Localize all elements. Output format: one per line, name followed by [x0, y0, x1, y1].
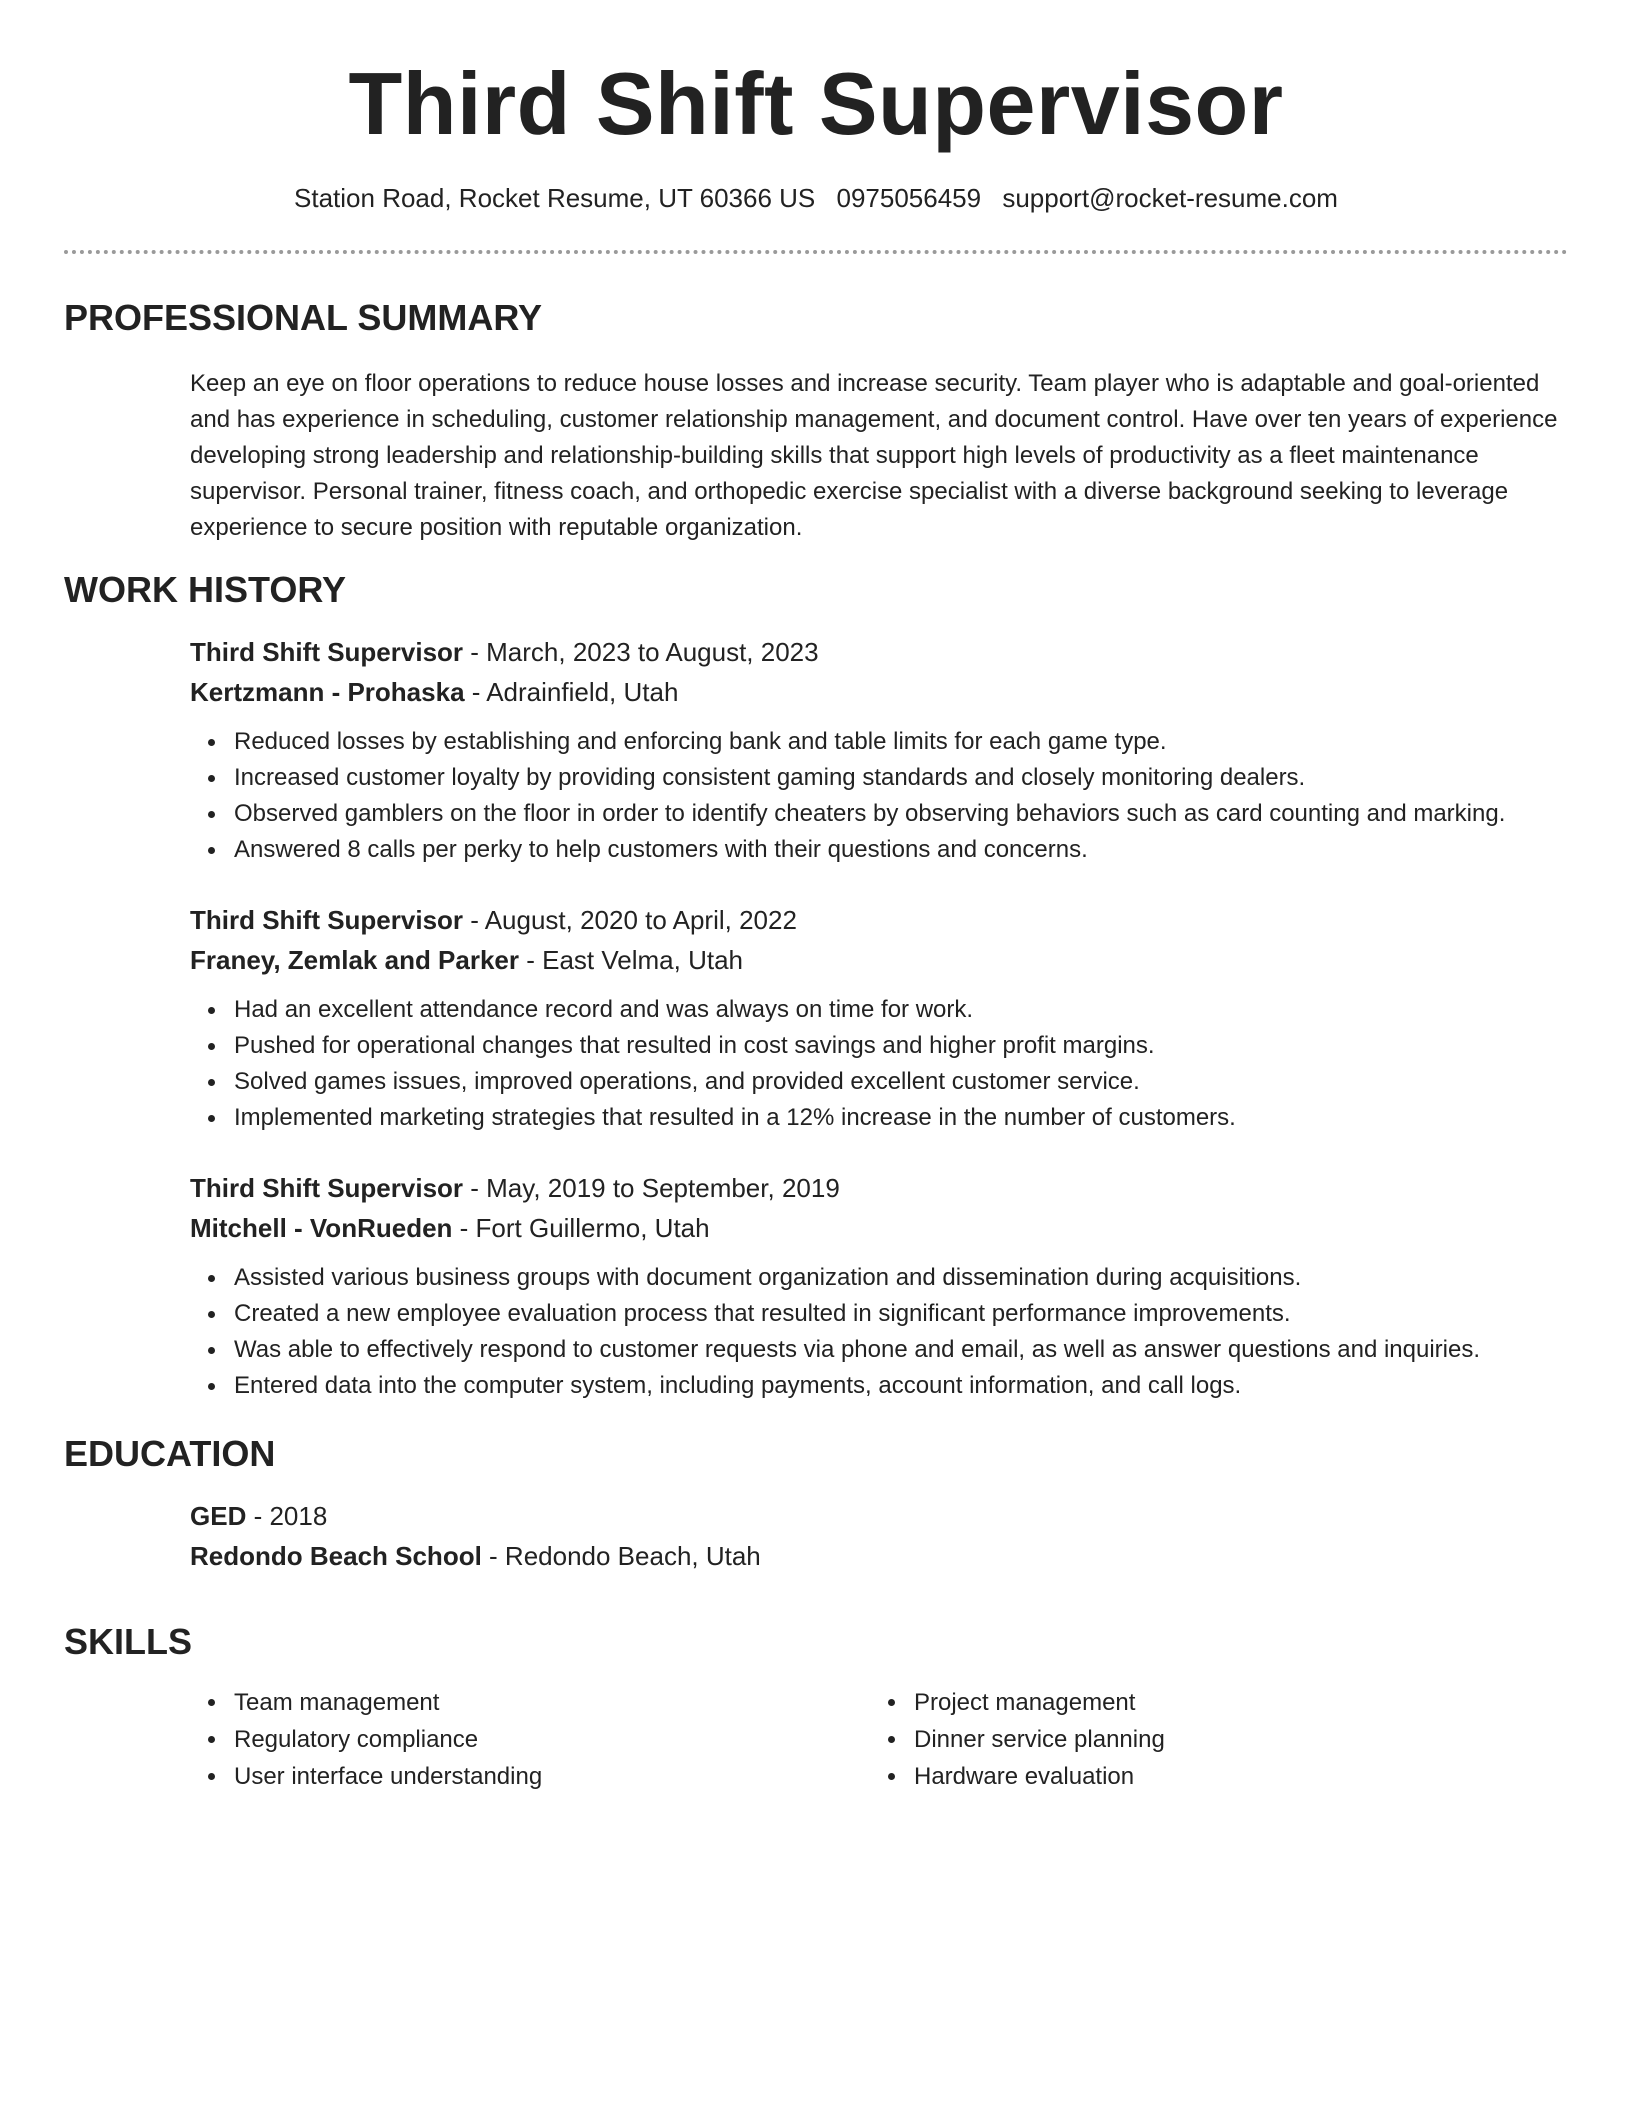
job-bullet: Reduced losses by establishing and enforcing bank and table limits for each game type.	[234, 724, 1570, 760]
job-bullet: Assisted various business groups with document organization and dissemination during acquisitions.	[234, 1260, 1570, 1296]
education-entry	[190, 1496, 1570, 1576]
education-year: - 2018	[246, 1501, 328, 1531]
job-bullet: Implemented marketing strategies that resulted in a 12% increase in the number of customers.	[234, 1100, 1570, 1136]
job-dates: - May, 2019 to September, 2019	[463, 1173, 840, 1203]
job-company: Franey, Zemlak and Parker	[190, 945, 520, 975]
job-dates: - March, 2023 to August, 2023	[463, 637, 819, 667]
job-location: - East Velma, Utah	[519, 945, 743, 975]
job-bullets	[190, 1260, 1570, 1404]
job-location: - Fort Guillermo, Utah	[452, 1213, 710, 1243]
job-entry	[190, 1168, 1570, 1404]
job-entry	[190, 900, 1570, 1136]
job-bullet: Answered 8 calls per perky to help customers with their questions and concerns.	[234, 832, 1570, 868]
job-title-line	[190, 632, 1570, 672]
skill-item: Hardware evaluation	[914, 1758, 1165, 1795]
education-degree: GED	[190, 1501, 247, 1531]
job-company-line	[190, 940, 1570, 980]
education-school: Redondo Beach School	[190, 1541, 482, 1571]
education-location: - Redondo Beach, Utah	[481, 1541, 761, 1571]
resume-name: Third Shift Supervisor	[348, 54, 1284, 153]
job-bullet: Created a new employee evaluation process that resulted in significant performance improvements.	[234, 1296, 1570, 1332]
job-bullets	[190, 992, 1570, 1136]
skill-item: User interface understanding	[234, 1758, 542, 1795]
skill-item: Project management	[914, 1684, 1165, 1721]
job-bullet: Pushed for operational changes that resulted in cost savings and higher profit margins.	[234, 1028, 1570, 1064]
job-bullet: Entered data into the computer system, including payments, account information, and call logs.	[234, 1368, 1570, 1404]
job-company-line	[190, 672, 1570, 712]
section-title-education: EDUCATION	[64, 1433, 276, 1474]
job-bullets	[190, 724, 1570, 868]
job-title-line	[190, 900, 1570, 940]
job-bullet: Solved games issues, improved operations, and provided excellent customer service.	[234, 1064, 1570, 1100]
skills-column-right	[870, 1684, 1165, 1795]
skills-column-left	[190, 1684, 542, 1795]
summary-text: Keep an eye on floor operations to reduce house losses and increase security. Team player who is adaptable and goal-oriented and has experience in scheduling, customer relationship management, and document control. Have over ten years of experience developing strong leadership and relationship-building skills that support high levels of productivity as a fleet maintenance supervisor. Personal trainer, fitness coach, and orthopedic exercise specialist with a diverse background seeking to leverage experience to secure position with reputable organization.	[190, 370, 1558, 541]
job-bullet: Observed gamblers on the floor in order to identify cheaters by observing behaviors such as card counting and marking.	[234, 796, 1570, 832]
header-divider	[64, 250, 1568, 254]
education-degree-line	[190, 1496, 1570, 1536]
section-title-work-history: WORK HISTORY	[64, 569, 347, 610]
job-entry	[190, 632, 1570, 868]
skill-item: Dinner service planning	[914, 1721, 1165, 1758]
job-company: Mitchell - VonRueden	[190, 1213, 453, 1243]
job-company-line	[190, 1208, 1570, 1248]
section-title-summary: PROFESSIONAL SUMMARY	[64, 297, 543, 338]
skill-item: Regulatory compliance	[234, 1721, 542, 1758]
job-role: Third Shift Supervisor	[190, 1173, 464, 1203]
job-dates: - August, 2020 to April, 2022	[463, 905, 797, 935]
section-title-skills: SKILLS	[64, 1621, 193, 1662]
job-role: Third Shift Supervisor	[190, 637, 464, 667]
education-school-line	[190, 1536, 1570, 1576]
job-company: Kertzmann - Prohaska	[190, 677, 465, 707]
contact-line	[0, 180, 1632, 216]
contact-phone: 0975056459	[836, 183, 982, 213]
job-role: Third Shift Supervisor	[190, 905, 464, 935]
job-bullet: Was able to effectively respond to customer requests via phone and email, as well as answer questions and inquiries.	[234, 1332, 1570, 1368]
contact-email: support@rocket-resume.com	[1002, 183, 1338, 213]
job-location: - Adrainfield, Utah	[464, 677, 679, 707]
contact-address: Station Road, Rocket Resume, UT 60366 US	[294, 183, 816, 213]
job-bullet: Had an excellent attendance record and was always on time for work.	[234, 992, 1570, 1028]
job-bullet: Increased customer loyalty by providing consistent gaming standards and closely monitoring dealers.	[234, 760, 1570, 796]
job-title-line	[190, 1168, 1570, 1208]
skill-item: Team management	[234, 1684, 542, 1721]
